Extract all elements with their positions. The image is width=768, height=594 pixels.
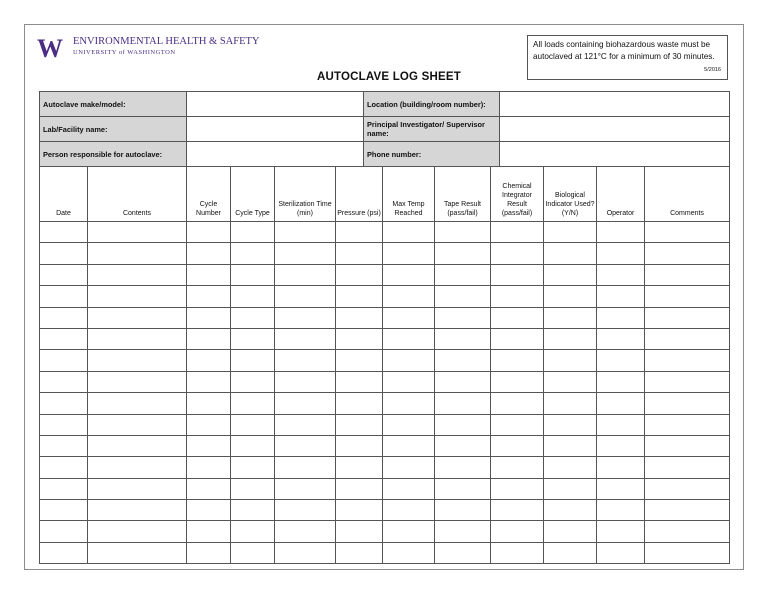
log-entry-cell[interactable] [231,500,275,521]
log-entry-cell[interactable] [40,328,88,349]
log-entry-cell[interactable] [231,393,275,414]
col-header-tape-result: Tape Result (pass/fail) [435,167,491,222]
log-entry-cell[interactable] [40,393,88,414]
log-entry-cell[interactable] [187,350,231,371]
uw-w-logo-mark: W [37,34,61,63]
log-entry-cell[interactable] [231,521,275,542]
autoclave-log-table [39,166,730,564]
log-entry-cell[interactable] [435,542,491,563]
log-entry-cell[interactable] [597,414,645,435]
log-entry-cell[interactable] [231,243,275,264]
col-header-pressure: Pressure (psi) [336,167,383,222]
log-entry-cell[interactable] [597,307,645,328]
log-entry-cell[interactable] [645,542,730,563]
log-entry-cell[interactable] [187,371,231,392]
log-header-row [40,167,730,222]
log-entry-cell[interactable] [231,307,275,328]
log-entry-cell[interactable] [544,243,597,264]
log-entry-cell[interactable] [491,435,544,456]
log-entry-cell[interactable] [336,286,383,307]
log-entry-cell[interactable] [187,478,231,499]
log-entry-cell[interactable] [435,264,491,285]
log-entry-cell[interactable] [544,222,597,243]
log-entry-cell[interactable] [336,521,383,542]
log-entry-cell[interactable] [88,264,187,285]
log-entry-cell[interactable] [435,478,491,499]
log-entry-cell[interactable] [597,521,645,542]
log-entry-row [40,328,730,349]
log-entry-cell[interactable] [491,222,544,243]
col-header-cycle-number: Cycle Number [187,167,231,222]
log-entry-cell[interactable] [383,243,435,264]
log-entry-cell[interactable] [383,307,435,328]
log-entry-cell[interactable] [88,478,187,499]
log-entry-cell[interactable] [275,521,336,542]
log-entry-cell[interactable] [88,286,187,307]
responsible-field[interactable] [187,142,364,167]
university-name: UNIVERSITY of WASHINGTON [73,49,176,56]
log-entry-cell[interactable] [336,371,383,392]
log-entry-cell[interactable] [275,243,336,264]
log-sheet-page [24,24,744,570]
log-entry-cell[interactable] [40,521,88,542]
log-entry-cell[interactable] [275,371,336,392]
biohazard-notice-box [527,35,728,80]
facility-field[interactable] [187,117,364,142]
log-entry-cell[interactable] [336,243,383,264]
log-entry-cell[interactable] [336,222,383,243]
log-entry-row [40,243,730,264]
log-entry-cell[interactable] [187,264,231,285]
log-entry-cell[interactable] [597,393,645,414]
log-entry-cell[interactable] [336,500,383,521]
log-entry-cell[interactable] [40,371,88,392]
log-entry-cell[interactable] [491,286,544,307]
log-entry-cell[interactable] [435,350,491,371]
log-entry-cell[interactable] [275,393,336,414]
log-entry-cell[interactable] [336,393,383,414]
log-entry-cell[interactable] [383,350,435,371]
log-entry-cell[interactable] [231,414,275,435]
log-entry-cell[interactable] [435,457,491,478]
investigator-label: Principal Investigator/ Supervisor name: [364,117,500,142]
make-model-field[interactable] [187,92,364,117]
log-entry-cell[interactable] [383,393,435,414]
log-entry-cell[interactable] [597,435,645,456]
log-entry-cell[interactable] [544,307,597,328]
log-entry-cell[interactable] [88,307,187,328]
log-entry-cell[interactable] [544,457,597,478]
log-entry-cell[interactable] [40,414,88,435]
log-entry-cell[interactable] [187,393,231,414]
log-entry-cell[interactable] [88,328,187,349]
log-entry-cell[interactable] [544,435,597,456]
log-entry-row [40,457,730,478]
log-entry-cell[interactable] [88,222,187,243]
log-entry-cell[interactable] [88,350,187,371]
log-entry-cell[interactable] [275,457,336,478]
info-row [40,92,730,117]
log-entry-row [40,414,730,435]
log-entry-cell[interactable] [544,478,597,499]
log-entry-cell[interactable] [645,521,730,542]
log-entry-cell[interactable] [544,371,597,392]
log-entry-cell[interactable] [435,414,491,435]
log-entry-cell[interactable] [383,264,435,285]
phone-field[interactable] [500,142,730,167]
log-entry-cell[interactable] [597,286,645,307]
log-entry-cell[interactable] [544,414,597,435]
log-entry-cell[interactable] [597,457,645,478]
log-entry-cell[interactable] [336,264,383,285]
log-entry-cell[interactable] [383,435,435,456]
log-entry-cell[interactable] [544,328,597,349]
log-entry-cell[interactable] [231,286,275,307]
log-entry-cell[interactable] [187,457,231,478]
log-entry-cell[interactable] [187,542,231,563]
log-entry-cell[interactable] [275,500,336,521]
log-entry-cell[interactable] [88,393,187,414]
log-entry-cell[interactable] [40,478,88,499]
log-entry-row [40,500,730,521]
log-entry-cell[interactable] [435,500,491,521]
log-entry-cell[interactable] [645,371,730,392]
phone-label: Phone number: [364,142,500,167]
log-entry-cell[interactable] [40,542,88,563]
log-entry-cell[interactable] [491,542,544,563]
log-entry-cell[interactable] [40,222,88,243]
log-entry-cell[interactable] [544,500,597,521]
log-entry-cell[interactable] [645,328,730,349]
log-entry-cell[interactable] [544,521,597,542]
log-entry-cell[interactable] [645,243,730,264]
log-entry-cell[interactable] [383,222,435,243]
info-row [40,142,730,167]
log-entry-cell[interactable] [88,371,187,392]
log-entry-cell[interactable] [88,542,187,563]
log-entry-cell[interactable] [187,286,231,307]
responsible-label: Person responsible for autoclave: [40,142,187,167]
log-entry-cell[interactable] [435,435,491,456]
log-entry-cell[interactable] [275,286,336,307]
log-entry-row [40,222,730,243]
log-entry-cell[interactable] [40,307,88,328]
log-entry-cell[interactable] [491,457,544,478]
log-entry-cell[interactable] [491,264,544,285]
log-entry-cell[interactable] [597,328,645,349]
log-entry-cell[interactable] [88,500,187,521]
log-entry-cell[interactable] [275,478,336,499]
log-entry-cell[interactable] [187,243,231,264]
investigator-field[interactable] [500,117,730,142]
log-entry-cell[interactable] [336,328,383,349]
log-entry-cell[interactable] [491,500,544,521]
log-entry-cell[interactable] [544,393,597,414]
col-header-comments: Comments [645,167,730,222]
log-entry-cell[interactable] [645,478,730,499]
log-entry-cell[interactable] [645,393,730,414]
log-entry-cell[interactable] [597,243,645,264]
log-entry-cell[interactable] [645,414,730,435]
make-model-label: Autoclave make/model: [40,92,187,117]
log-entry-cell[interactable] [435,328,491,349]
log-entry-cell[interactable] [597,222,645,243]
notice-text: All loads containing biohazardous waste must be autoclaved at 121°C for a minimum of 30 minutes. [533,40,715,61]
log-entry-cell[interactable] [187,307,231,328]
log-entry-cell[interactable] [275,414,336,435]
col-header-cycle-type: Cycle Type [231,167,275,222]
log-entry-row [40,371,730,392]
log-entry-cell[interactable] [544,264,597,285]
log-entry-cell[interactable] [435,371,491,392]
log-entry-cell[interactable] [336,542,383,563]
log-entry-cell[interactable] [491,521,544,542]
log-entry-cell[interactable] [88,457,187,478]
log-entries [40,222,730,564]
log-entry-cell[interactable] [597,371,645,392]
log-entry-cell[interactable] [336,457,383,478]
log-entry-cell[interactable] [383,542,435,563]
log-entry-cell[interactable] [383,478,435,499]
log-entry-cell[interactable] [435,222,491,243]
log-entry-cell[interactable] [40,264,88,285]
log-entry-cell[interactable] [544,542,597,563]
log-entry-cell[interactable] [40,243,88,264]
col-header-operator: Operator [597,167,645,222]
log-entry-row [40,350,730,371]
log-entry-cell[interactable] [645,307,730,328]
log-entry-row [40,521,730,542]
log-entry-cell[interactable] [383,521,435,542]
log-entry-cell[interactable] [491,393,544,414]
log-entry-cell[interactable] [275,264,336,285]
log-entry-cell[interactable] [88,243,187,264]
log-entry-cell[interactable] [383,457,435,478]
revision-date: 5/2016 [704,66,721,73]
log-entry-cell[interactable] [40,286,88,307]
col-header-contents: Contents [88,167,187,222]
log-entry-cell[interactable] [187,435,231,456]
log-entry-cell[interactable] [544,286,597,307]
log-entry-cell[interactable] [187,414,231,435]
log-entry-cell[interactable] [275,435,336,456]
log-entry-cell[interactable] [645,350,730,371]
log-entry-cell[interactable] [383,371,435,392]
col-header-sterilization-time: Sterilization Time (min) [275,167,336,222]
log-entry-cell[interactable] [187,328,231,349]
log-entry-cell[interactable] [88,435,187,456]
log-entry-row [40,542,730,563]
log-entry-cell[interactable] [645,457,730,478]
log-entry-cell[interactable] [597,542,645,563]
log-entry-cell[interactable] [40,435,88,456]
log-entry-cell[interactable] [231,478,275,499]
log-entry-cell[interactable] [336,478,383,499]
log-entry-cell[interactable] [40,350,88,371]
log-entry-cell[interactable] [88,414,187,435]
page-title: AUTOCLAVE LOG SHEET [317,71,461,83]
col-header-max-temp: Max Temp Reached [383,167,435,222]
log-entry-cell[interactable] [597,500,645,521]
col-header-biological-indicator: Biological Indicator Used? (Y/N) [544,167,597,222]
log-entry-cell[interactable] [435,286,491,307]
col-header-date: Date [40,167,88,222]
log-entry-cell[interactable] [275,307,336,328]
log-entry-cell[interactable] [88,521,187,542]
log-entry-cell[interactable] [275,542,336,563]
log-entry-cell[interactable] [231,264,275,285]
log-entry-row [40,307,730,328]
log-entry-cell[interactable] [336,414,383,435]
log-entry-cell[interactable] [336,307,383,328]
log-entry-cell[interactable] [187,222,231,243]
log-entry-cell[interactable] [231,435,275,456]
log-entry-cell[interactable] [435,521,491,542]
log-entry-cell[interactable] [383,500,435,521]
log-entry-cell[interactable] [491,371,544,392]
log-entry-cell[interactable] [275,328,336,349]
log-entry-cell[interactable] [645,286,730,307]
log-entry-cell[interactable] [597,264,645,285]
log-entry-cell[interactable] [645,500,730,521]
log-entry-cell[interactable] [491,307,544,328]
log-entry-cell[interactable] [491,243,544,264]
log-entry-cell[interactable] [275,222,336,243]
log-entry-cell[interactable] [544,350,597,371]
log-entry-row [40,393,730,414]
info-row [40,117,730,142]
log-entry-cell[interactable] [231,457,275,478]
log-entry-row [40,286,730,307]
log-entry-cell[interactable] [336,350,383,371]
log-entry-cell[interactable] [275,350,336,371]
log-entry-cell[interactable] [645,264,730,285]
log-entry-cell[interactable] [383,414,435,435]
log-entry-cell[interactable] [187,521,231,542]
log-entry-cell[interactable] [491,350,544,371]
log-entry-cell[interactable] [231,542,275,563]
log-entry-cell[interactable] [645,435,730,456]
log-entry-cell[interactable] [435,243,491,264]
location-field[interactable] [500,92,730,117]
log-entry-cell[interactable] [645,222,730,243]
log-entry-cell[interactable] [231,371,275,392]
log-entry-cell[interactable] [187,500,231,521]
log-entry-cell[interactable] [231,350,275,371]
log-entry-cell[interactable] [435,393,491,414]
log-entry-row [40,478,730,499]
log-entry-cell[interactable] [231,222,275,243]
log-entry-row [40,435,730,456]
log-entry-cell[interactable] [491,414,544,435]
col-header-chemical-integrator: Chemical Integrator Result (pass/fail) [491,167,544,222]
facility-label: Lab/Facility name: [40,117,187,142]
log-entry-cell[interactable] [491,478,544,499]
log-entry-cell[interactable] [40,500,88,521]
autoclave-info-table [39,91,730,167]
log-entry-cell[interactable] [383,286,435,307]
log-entry-cell[interactable] [435,307,491,328]
log-entry-cell[interactable] [383,328,435,349]
log-entry-cell[interactable] [597,478,645,499]
log-entry-row [40,264,730,285]
log-entry-cell[interactable] [231,328,275,349]
log-entry-cell[interactable] [597,350,645,371]
location-label: Location (building/room number): [364,92,500,117]
log-entry-cell[interactable] [336,435,383,456]
log-entry-cell[interactable] [491,328,544,349]
org-name: ENVIRONMENTAL HEALTH & SAFETY [73,36,260,47]
log-entry-cell[interactable] [40,457,88,478]
